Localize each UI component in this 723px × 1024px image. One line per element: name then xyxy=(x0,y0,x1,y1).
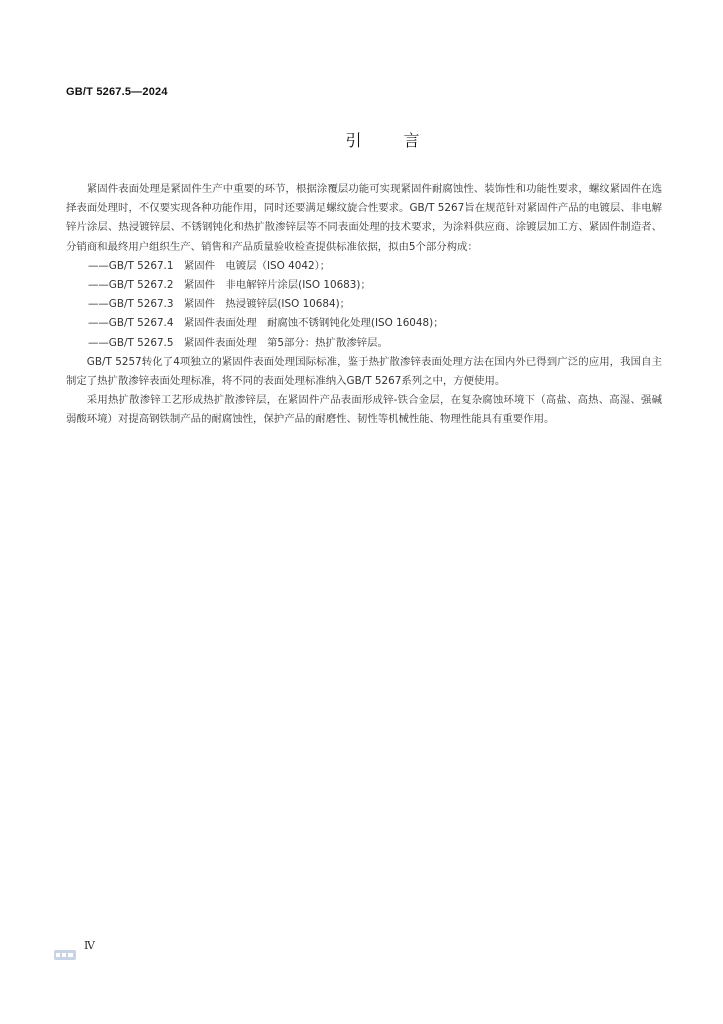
publisher-logo-icon xyxy=(54,949,76,961)
process-paragraph: 采用热扩散渗锌工艺形成热扩散渗锌层，在紧固件产品表面形成锌-铁合金层，在复杂腐蚀环境下（高盐、高热、高湿、强碱弱酸环境）对提高钢铁制产品的耐腐蚀性，保护产品的耐磨性、韧性等机械性能、物理性能具有重要作用。 xyxy=(66,394,662,426)
standard-code-header: GB/T 5267.5—2024 xyxy=(66,86,168,98)
page-number: Ⅳ xyxy=(84,939,95,952)
page-title: 引言 xyxy=(345,131,462,150)
list-item: ——GB/T 5267.4 紧固件表面处理 耐腐蚀不锈钢钝化处理(ISO 16048)； xyxy=(88,317,444,330)
document-body xyxy=(66,180,662,430)
list-item: ——GB/T 5267.5 紧固件表面处理 第5部分：热扩散渗锌层。 xyxy=(88,336,388,349)
conversion-paragraph: GB/T 5257转化了4项独立的紧固件表面处理国际标准，鉴于热扩散渗锌表面处理方法在国内外已得到广泛的应用，我国自主制定了热扩散渗锌表面处理标准，将不同的表面处理标准纳入GB/T 5267系列之中，方便使用。 xyxy=(66,355,662,388)
list-item: ——GB/T 5267.1 紧固件 电镀层（ISO 4042）； xyxy=(88,259,331,272)
list-item: ——GB/T 5267.2 紧固件 非电解锌片涂层(ISO 10683)； xyxy=(88,279,371,292)
parts-list xyxy=(66,257,662,353)
list-item: ——GB/T 5267.3 紧固件 热浸镀锌层(ISO 10684)； xyxy=(88,298,351,311)
intro-paragraph: 紧固件表面处理是紧固件生产中重要的环节，根据涂覆层功能可实现紧固件耐腐蚀性、装饰性和功能性要求，螺纹紧固件在选择表面处理时，不仅要实现各种功能作用，同时还要满足螺纹旋合性要求。GB/T 5267旨在规范针对紧固件产品的电镀层、非电解锌片涂层、热浸镀锌层、不锈钢钝化和热扩散渗锌层等不同表面处理的技术要求，为涂料供应商、涂镀层加工方、紧固件制造者、分销商和最终用户组织生产、销售和产品质量验收检查提供标准依据，拟由5个部分构成： xyxy=(66,183,662,253)
